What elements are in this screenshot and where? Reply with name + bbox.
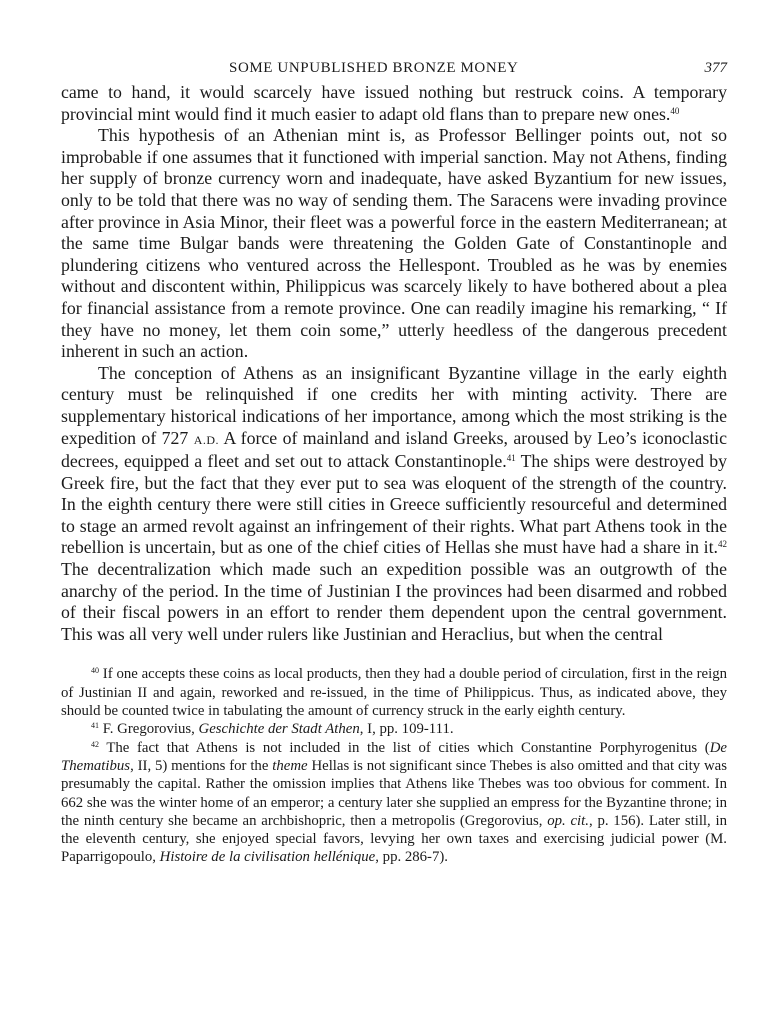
book-page bbox=[61, 56, 727, 867]
footnote-42-op-cit: op. cit. bbox=[547, 812, 589, 829]
page-number: 377 bbox=[704, 60, 727, 76]
paragraph-3-text-a: The conception of Athens as an insignificant Byzantine village in the early eighth century must be relinquished if one credits her with minting activity. There are supplementary historical indications of her importance, among which the most striking is the expedition of 727 bbox=[61, 362, 727, 448]
footnote-42-text-b: , II, 5) mentions for the bbox=[130, 757, 269, 774]
footnote-ref-42[interactable]: 42 bbox=[718, 539, 727, 550]
footnote-40 bbox=[61, 665, 727, 720]
paragraph-2: This hypothesis of an Athenian mint is, as Professor Bellinger points out, not so improbable if one assumes that it functioned with imperial sanction. May not Athens, finding her supply of bronze currency worn and inadequate, have asked Byzantium for new issues, only to be told that there was no way of sending them. The Saracens were invading province after province in Asia Minor, their fleet was a powerful force in the eastern Mediterranean; at the same time Bulgar bands were threatening the Golden Gate of Constantinople and plundering citizens who ventured across the Hellespont. Troubled as he was by enemies without and discontent within, Philippicus was scarcely likely to have bothered about a plea for financial assistance from a remote province. One can readily imagine his remarking, “ If they have no money, let them coin some,” utterly heedless of the dangerous precedent inherent in such an action. bbox=[61, 125, 727, 362]
footnote-ref-41[interactable]: 41 bbox=[506, 453, 516, 464]
paragraph-3-text-d: The decentralization which made such an expedition possible was an outgrowth of the anarchy of the period. In the time of Justinian I the provinces had been disarmed and robbed of their fiscal powers in an effort to render them dependent upon the central government. This was all very well under rulers like Justinian and Heraclius, but when the central bbox=[61, 559, 727, 644]
paragraph-3-text-b: A force of mainland and island Greeks, aroused by Leo’s iconoclastic decrees, equipped a fleet and set out to attack Constantinople. bbox=[61, 427, 728, 472]
paragraph-3 bbox=[61, 363, 727, 646]
footnote-42-histoire-title: Histoire de la civilisation hellénique bbox=[159, 849, 376, 866]
paragraph-1 bbox=[61, 82, 727, 125]
paragraph-3-text-c: The ships were destroyed by Greek fire, but the fact that they ever put to sea was eloquent of the strength of the country. In the eighth century there were still cities in Greece sufficiently resourceful and determined to stage an armed revolt against an infringement of their rights. What part Athens took in the rebellion is uncertain, but as one of the chief cities of Hellas she must have had a share in it. bbox=[61, 451, 727, 558]
footnote-41-title: Geschichte der Stadt Athen bbox=[198, 721, 360, 738]
running-head: SOME UNPUBLISHED BRONZE MONEY bbox=[229, 60, 519, 76]
footnote-42 bbox=[61, 739, 727, 867]
footnote-41-number: 41 bbox=[91, 721, 99, 731]
main-text bbox=[61, 82, 727, 645]
footnote-41 bbox=[61, 720, 727, 738]
footnote-ref-40[interactable]: 40 bbox=[670, 105, 680, 116]
footnote-41-pages: , I, pp. 109-111. bbox=[359, 721, 454, 738]
footnote-40-number: 40 bbox=[91, 666, 99, 676]
footnote-42-work-title: De Thematibus bbox=[61, 739, 727, 774]
footnote-42-text-a: The fact that Athens is not included in the list of cities which Constantine Porphyrogenitus ( bbox=[106, 739, 710, 756]
paragraph-1-text: came to hand, it would scarcely have issued nothing but restruck coins. A temporary provincial mint would find it much easier to adapt old flans than to prepare new ones. bbox=[61, 82, 727, 124]
footnote-42-theme: theme bbox=[272, 757, 308, 774]
footnote-42-number: 42 bbox=[91, 739, 99, 749]
page-header bbox=[61, 56, 727, 82]
footnote-42-text-d: , p. 156). Later still, in the eleventh century, she enjoyed special favors, levying her own taxes and exercising judicial power (M. Paparrigopoulo, bbox=[61, 812, 728, 866]
footnote-42-text-c: Hellas is not significant since Thebes is also omitted and that city was presumably the capital. Rather the omission implies that Athens like Thebes was too obvious for comment. In 662 she was the winter home of an emperor; a century later she supplied an empress for the Byzantine throne; in the ninth century she became an archbishopric, then a metropolis (Gregorovius, bbox=[61, 757, 728, 829]
era-abbreviation: A.D. bbox=[193, 432, 220, 447]
footnote-40-text: If one accepts these coins as local products, then they had a double period of circulation, first in the reign of Justinian II and again, reworked and re-issued, in the time of Philippicus. Thus, as indicated above, they should be counted twice in tabulating the amount of currency struck in the early eighth century. bbox=[61, 666, 727, 720]
footnotes bbox=[61, 665, 727, 866]
footnote-41-author: F. Gregorovius, bbox=[102, 721, 195, 738]
footnote-42-text-e: , pp. 286-7). bbox=[375, 849, 449, 866]
